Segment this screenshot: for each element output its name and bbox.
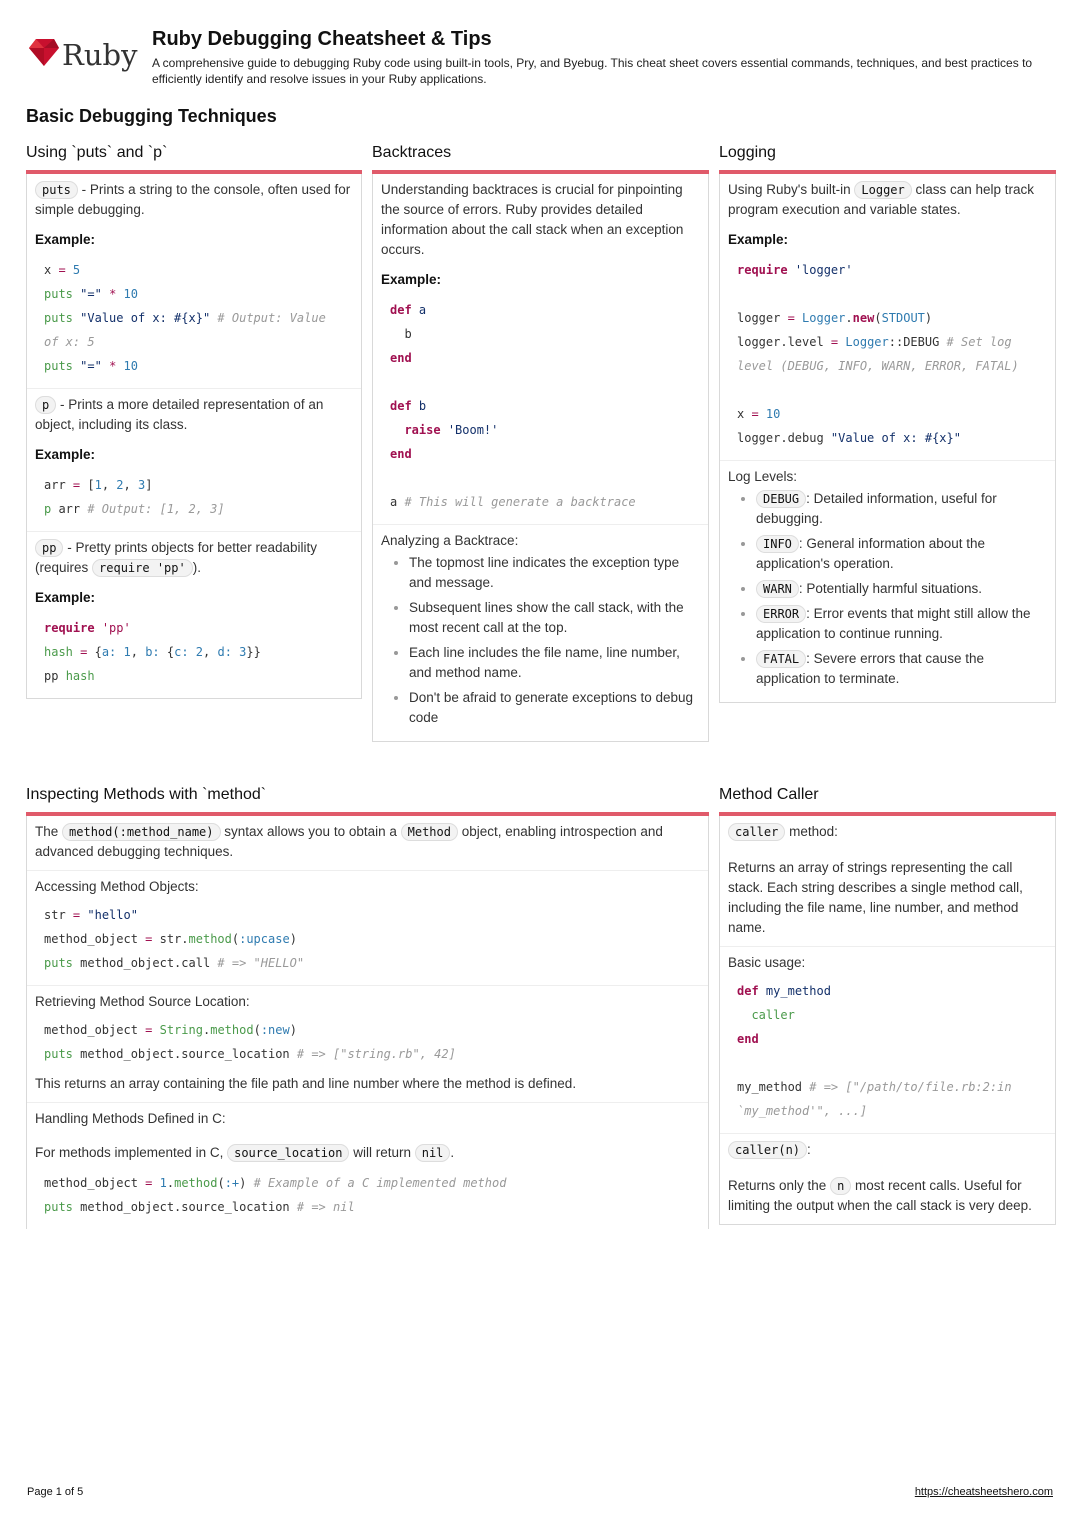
inline-code: FATAL	[756, 650, 806, 668]
inline-code: require 'pp'	[92, 559, 193, 577]
card-title: Backtraces	[372, 144, 452, 161]
inline-code: n	[830, 1177, 851, 1195]
bullet-list: • The topmost line indicates the exception type and message. • Subsequent lines show the call stack, with the most recent call at the top. • Each line includes the file name, line number, and method name. • Don't be afraid to generate exceptions to debug code	[381, 553, 700, 728]
card-puts-p: Using `puts` and `p` puts - Prints a string to the console, often used for simple debugging. Example: x = 5 puts "=" * 10 puts "Value of x: #{x}" # Output: Value of x: 5 puts "=" * 10 p - Prints a more detailed representation of an object, including its class. Example: arr = [1, 2, 3] p arr # Output: [1, 2, 3] pp - Pretty prints objects for better readability (requires require 'pp' ). Example: require 'pp' hash = {a: 1, b: {c: 2, d: 3}} pp hash	[26, 140, 362, 699]
card-title: Inspecting Methods with `method`	[26, 786, 267, 803]
card-title: Using `puts` and `p`	[26, 144, 168, 161]
code-block: arr = [1, 2, 3] p arr # Output: [1, 2, 3]	[44, 478, 225, 516]
page-header	[26, 28, 1056, 92]
inline-code: source_location	[227, 1144, 349, 1162]
code-block: def my_method caller end my_method # => ["/path/to/file.rb:2:in `my_method'", ...]	[737, 984, 1012, 1118]
card-backtraces: Backtraces Understanding backtraces is crucial for pinpointing the source of errors. Ruby provides detailed information about the call stack when an exception occurs. Example: def a b end def b raise 'Boom!' end a # This will generate a backtrace Analyzing a Backtrace: • The topmost line indicates the exception type and message. • Subsequent lines show the call stack, with the most recent call at the top. • Each line includes the file name, line number, and method name. • Don't be afraid to generate exceptions to debug code	[372, 140, 709, 742]
code-block: str = "hello" method_object = str.method(:upcase) puts method_object.call # => "HELLO"	[44, 908, 305, 970]
card-title: Logging	[719, 144, 776, 161]
code-block: method_object = 1.method(:+) # Example of a C implemented method puts method_object.source_location # => nil	[44, 1176, 507, 1214]
site-link[interactable]: https://cheatsheetshero.com	[914, 1486, 1053, 1498]
inline-code: Logger	[854, 181, 911, 199]
code-block: require 'pp' hash = {a: 1, b: {c: 2, d: 3}} pp hash	[44, 621, 261, 683]
bullet-list: • DEBUG : Detailed information, useful for debugging. • INFO : General information about the application's operation. • WARN : Potentially harmful situations. • ERROR : Error events that might still allow the application to continue running. • FATAL : Severe errors that cause the application to terminate.	[728, 489, 1047, 689]
inline-code: caller(n)	[728, 1141, 807, 1159]
inline-code: caller	[728, 823, 785, 841]
section-title: Basic Debugging Techniques	[26, 106, 277, 126]
card-method-caller: Method Caller caller method: Returns an array of strings representing the call stack. Each string describes a single method call, including the file name, line number, and method name. Basic usage: def my_method caller end my_method # => ["/path/to/file.rb:2:in `my_method'", ...] caller(n) : Returns only the n most recent calls. Useful for limiting the output when the call stack is very deep.	[719, 782, 1056, 1225]
inline-code: DEBUG	[756, 490, 806, 508]
inline-code: puts	[35, 181, 78, 199]
page-subtitle: A comprehensive guide to debugging Ruby code using built-in tools, Pry, and Byebug. This cheat sheet covers essential commands, techniques, and best practices to efficiently identify and resolve issues in your Ruby applications.	[152, 56, 1033, 86]
page-title: Ruby Debugging Cheatsheet & Tips	[152, 28, 492, 50]
inline-code: WARN	[756, 580, 799, 598]
inline-code: Method	[401, 823, 458, 841]
card-logging: Logging Using Ruby's built-in Logger class can help track program execution and variable states. Example: require 'logger' logger = Logger.new(STDOUT) logger.level = Logger::DEBUG # Set log level (DEBUG, INFO, WARN, ERROR, FATAL) x = 10 logger.debug "Value of x: #{x}" Log Levels: • DEBUG : Detailed information, useful for debugging. • INFO : General information about the application's operation. • WARN : Potentially harmful situations. • ERROR : Error events that might still allow the application to continue running. • FATAL : Severe errors that cause the application to terminate.	[719, 140, 1056, 703]
inline-code: ERROR	[756, 605, 806, 623]
code-block: method_object = String.method(:new) puts method_object.source_location # => ["string.rb", 42]	[44, 1023, 456, 1061]
inline-code: INFO	[756, 535, 799, 553]
code-block: require 'logger' logger = Logger.new(STDOUT) logger.level = Logger::DEBUG # Set log level (DEBUG, INFO, WARN, ERROR, FATAL) x = 10 logger.debug "Value of x: #{x}"	[737, 263, 1019, 445]
logo-text: Ruby	[62, 38, 138, 72]
card-inspecting-methods: Inspecting Methods with `method` The method(:method_name) syntax allows you to obtain a Method object, enabling introspection and advanced debugging techniques. Accessing Method Objects: str = "hello" method_object = str.method(:upcase) puts method_object.call # => "HELLO" Retrieving Method Source Location: method_object = String.method(:new) puts method_object.source_location # => ["string.rb", 42] This returns an array containing the file path and line number where the method is defined. Handling Methods Defined in C: For methods implemented in C, source_location will return nil . method_object = 1.method(:+) # Example of a C implemented method puts method_object.source_location # => nil	[26, 782, 709, 1229]
inline-code: nil	[415, 1144, 451, 1162]
code-block: def a b end def b raise 'Boom!' end a # This will generate a backtrace	[390, 303, 636, 509]
inline-code: method(:method_name)	[62, 823, 221, 841]
inline-code: p	[35, 396, 56, 414]
card-title: Method Caller	[719, 786, 819, 803]
code-block: x = 5 puts "=" * 10 puts "Value of x: #{x}" # Output: Value of x: 5 puts "=" * 10	[44, 263, 326, 373]
ruby-gem-icon	[28, 36, 60, 68]
page-number: Page 1 of 5	[27, 1486, 84, 1498]
inline-code: pp	[35, 539, 63, 557]
ruby-logo	[26, 34, 136, 74]
